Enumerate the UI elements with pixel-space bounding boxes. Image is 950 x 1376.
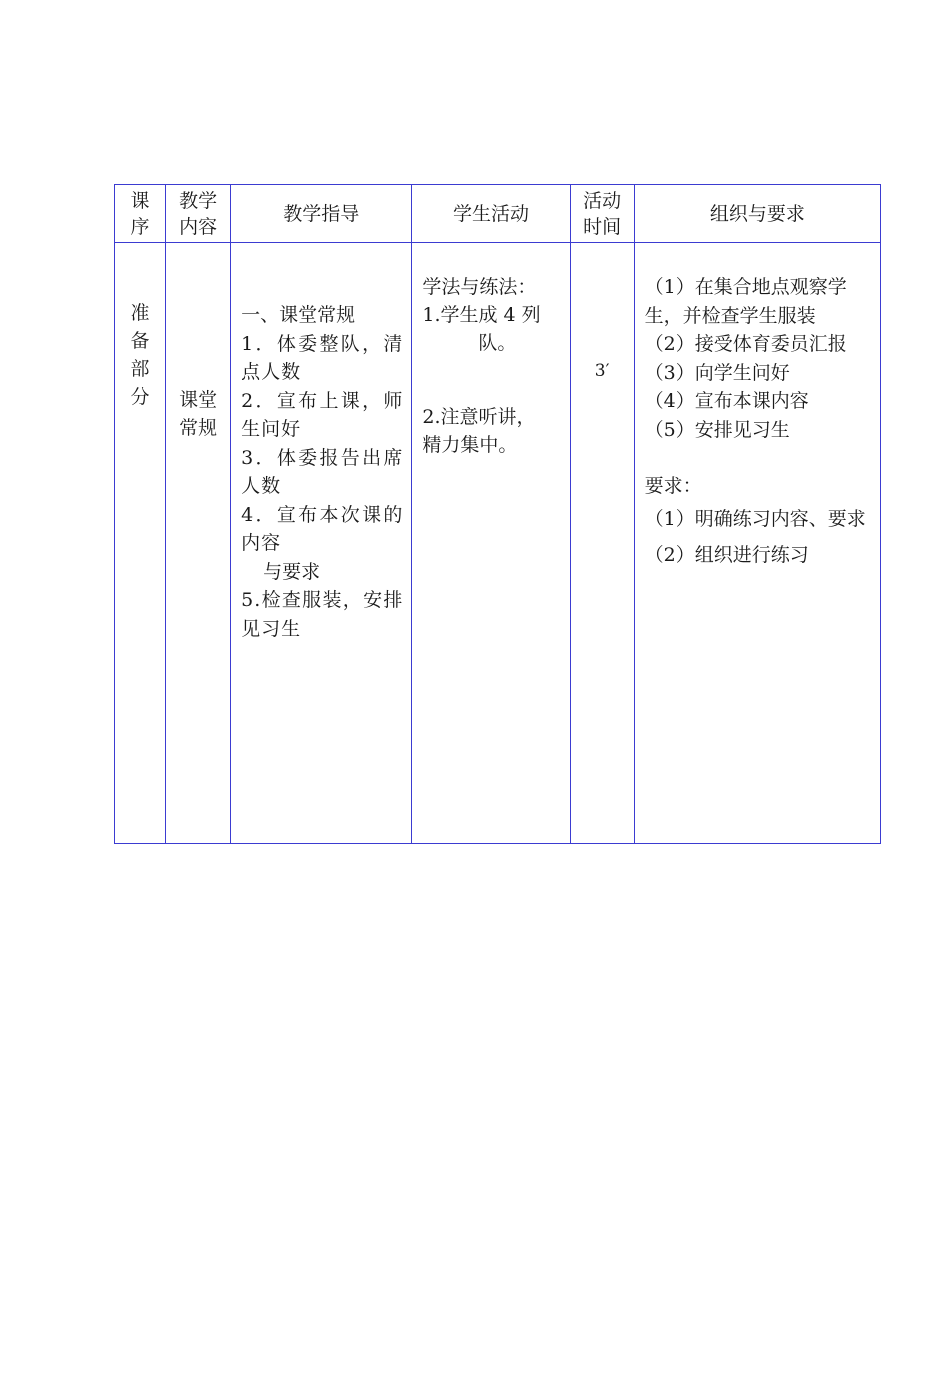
activity-line: 精力集中。 (422, 434, 518, 456)
guidance-item: 2．宣布上课，师生问好 (241, 389, 404, 440)
requirement-item: （1）明确练习内容、要求 (644, 507, 866, 530)
activity-line: 队。 (478, 332, 517, 354)
activity-cell (412, 243, 570, 844)
header-organization-requirements: 组织与要求 (634, 185, 880, 243)
organization-cell (634, 243, 880, 844)
section-cell: 准 备 部 分 (115, 243, 166, 844)
header-teaching-content: 教学 内容 (166, 185, 231, 243)
header-student-activity: 学生活动 (412, 185, 570, 243)
lesson-plan-table (114, 184, 881, 844)
header-lesson-order: 课 序 (115, 185, 166, 243)
org-item: （5）安排见习生 (644, 418, 790, 441)
guidance-cell (231, 243, 412, 844)
activity-line: 1.学生成 4 列 (422, 304, 541, 326)
requirement-item: （2）组织进行练习 (644, 543, 809, 566)
guidance-item: 3．体委报告出席人数 (241, 446, 404, 497)
guidance-item: 4．宣布本次课的内容 (241, 503, 404, 554)
activity-line: 2.注意听讲， (422, 406, 536, 428)
time-cell: 3′ (570, 243, 634, 844)
org-item: （3）向学生问好 (644, 361, 790, 384)
guidance-item: 与要求 (263, 560, 321, 583)
activity-title: 学法与练法： (422, 276, 537, 298)
header-row (115, 185, 881, 243)
header-teaching-guidance: 教学指导 (231, 185, 412, 243)
guidance-title: 一、课堂常规 (241, 304, 356, 326)
content-cell: 课堂 常规 (166, 243, 231, 844)
table-row (115, 243, 881, 844)
org-item: （1）在集合地点观察学生，并检查学生服装 (644, 276, 847, 327)
org-item: （4）宣布本课内容 (644, 390, 809, 412)
org-item: （2）接受体育委员汇报 (644, 333, 847, 355)
guidance-item: 5.检查服装，安排见习生 (241, 589, 404, 640)
header-activity-time: 活动 时间 (570, 185, 634, 243)
guidance-item: 1．体委整队，清点人数 (241, 332, 404, 383)
requirements-title: 要求： (644, 475, 702, 497)
